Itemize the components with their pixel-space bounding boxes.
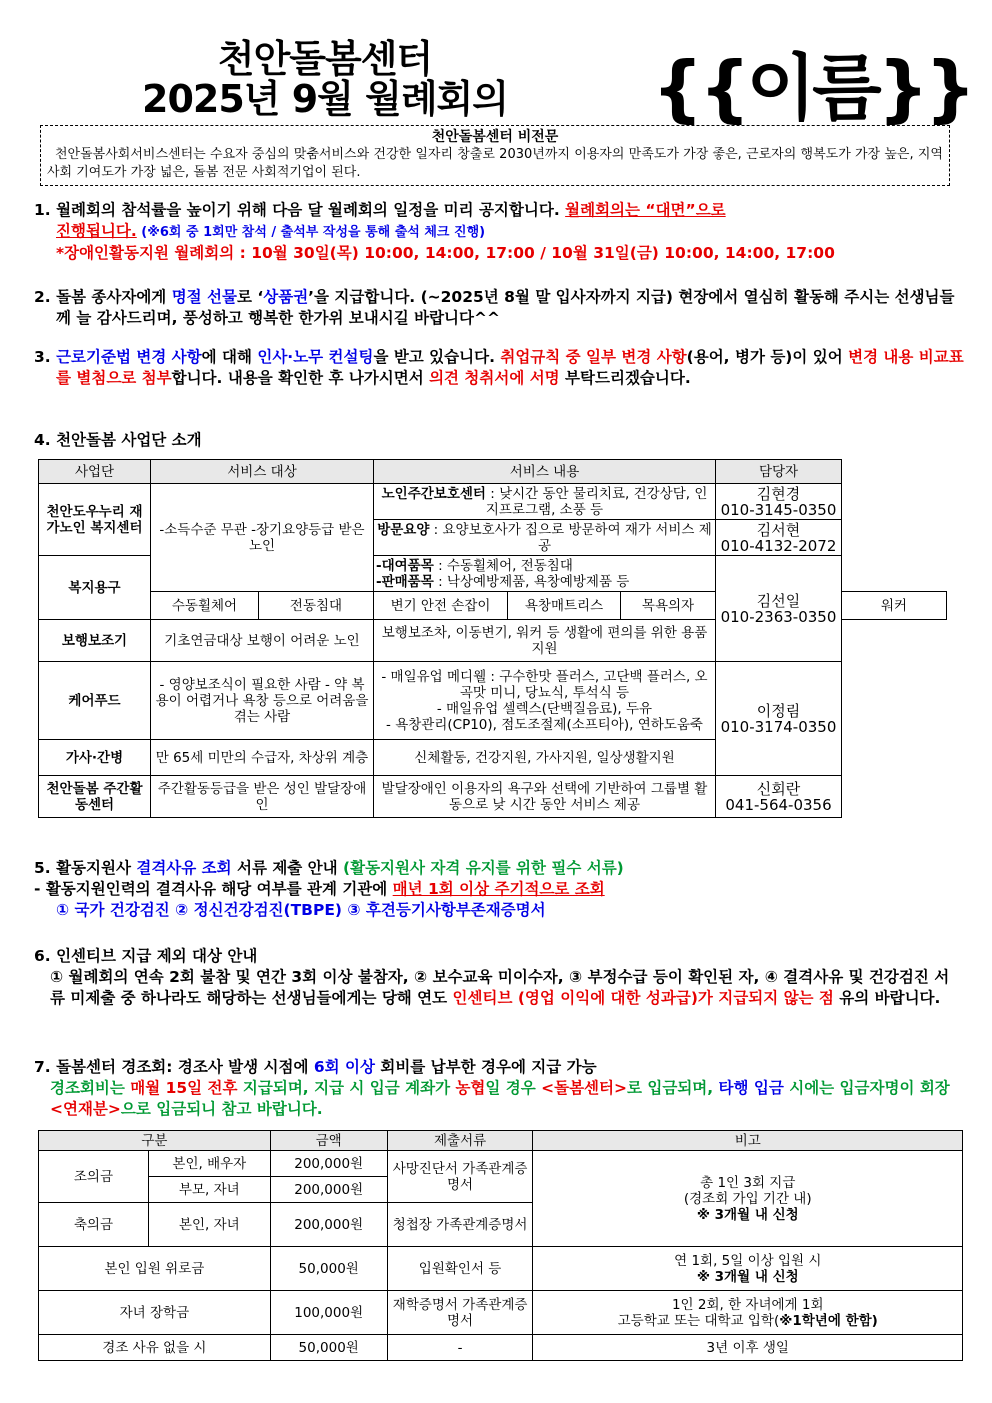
vision-title: 천안돌봄센터 비전문 (431, 129, 559, 145)
vision-text: 천안돌봄사회서비스센터는 수요자 중심의 맞춤서비스와 건강한 일자리 창출로 2030년까지 이용자의 만족도가 가장 좋은, 근로자의 행복도가 가장 높은, 지역사회 기여도가 가장 넓은, 돌봄 전문 사회적기업이 된다. (47, 147, 943, 180)
section-1: 1. 월례회의 참석률을 높이기 위해 다음 달 월례회의 일정을 미리 공지합니다. 월례회의는 “대면”으로 진행됩니다. (※6회 중 1회만 참석 / 출석부 작성을 통해 출석 체크 진행) *장애인활동지원 월례회의 : 10월 30일(목) 10:00, 14:00, 17:00 / 10월 31일(금) 10:00, 14:00, 17:00 (34, 201, 835, 262)
name-placeholder: {{이름}} (652, 46, 973, 130)
business-unit-table: 사업단 서비스 대상 서비스 내용 담당자 천안도우누리 재가노인 복지센터 -소득수준 무관 -장기요양등급 받은 노인 노인주간보호센터 : 낮시간 동안 물리치료, 건강상담, 인지프로그램, 소풍 등 김현경 010-3145-0350 방문요양 : 요양보호사가 집으로 방문하여 재가 서비스 제공 김서현 010-4132-2072 복지용구 -대여품목 : 수동휠체어, 전동침대 -판매품목 : 낙상예방제품, 욕창예방제품 등 김선일 010-2363-0350 수동휠체어 전동침대 변기 안전 손잡이 욕창매트리스 목욕의자 워커 보행보조기 기초연금대상 보행이 어려운 노인 보행보조차, 이동변기, 워커 등 생활에 편의를 위한 용품 지원 케어푸드 - 영양보조식이 필요한 사람 - 약 복용이 어렵거나 욕창 등으로 어려움을 겪는 사람 - 매일유업 메디웰 : 구수한맛 플러스, 고단백 플러스, 오곡맛 미니, 당뇨식, 투석식 등 - 매일유업 셀렉스(단백질음료), 두유 - 욕창관리(CP10), 점도조절제(소프티아), 연하도움죽 이정림 010-3174-0350 가사·간병 만 65세 미만의 수급자, 차상위 계층 신체활동, 건강지원, 가사지원, 일상생활지원 천안돌봄 주간활동센터 주간활동등급을 받은 성인 발달장애인 발달장애인 이용자의 욕구와 선택에 기반하여 그룹별 활동으로 낮 시간 동안 서비스 제공 신회란 041-564-0356 (38, 459, 947, 818)
unit-carefood: 케어푸드 (39, 662, 151, 740)
section-4-title: 4. 천안돌봄 사업단 소개 (34, 431, 202, 449)
section-7: 7. 돌봄센터 경조회: 경조사 발생 시점에 6회 이상 회비를 납부한 경우에 지급 가능 경조회비는 매월 15일 전후 지급되며, 지급 시 입금 계좌가 농협일 경우 <돌봄센터>로 입금되며, 타행 입금 시에는 입금자명이 회장 <연재분>으로 입금되니 참고 바랍니다. (34, 1058, 950, 1118)
unit-welfare-equipment: 복지용구 (39, 556, 151, 620)
condolence-table: 구분 금액 제출서류 비고 조의금 본인, 배우자 200,000원 사망진단서 가족관계증명서 총 1인 3회 지급 (경조회 가입 기간 내) ※ 3개월 내 신청 부모, 자녀 200,000원 축의금 본인, 자녀 200,000원 청첩장 가족관계증명서 본인 입원 위로금 50,000원 입원확인서 등 연 1회, 5일 이상 입원 시 ※ 3개월 내 신청 자녀 장학금 100,000원 재학증명서 가족관계증명서 1인 2회, 한 자녀에게 1회 고등학교 또는 대학교 입학(※1학년에 한함) 경조 사유 없을 시 50,000원 - 3년 이후 생일 (38, 1130, 963, 1361)
unit-walking-aid: 보행보조기 (39, 620, 151, 662)
page-title (125, 37, 525, 121)
section-2: 2. 돌봄 종사자에게 명절 선물로 ‘상품권’을 지급합니다. (~2025년 8월 말 입사자까지 지급) 현장에서 열심히 활동해 주시는 선생님들께 늘 감사드리며, 풍성하고 행복한 한가위 보내시길 바랍니다^^ (34, 288, 955, 327)
title-line1: 천안돌봄센터 (217, 37, 433, 81)
unit-day-activity: 천안돌봄 주간활동센터 (39, 776, 151, 818)
section-6: 6. 인센티브 지급 제외 대상 안내 ① 월례회의 연속 2회 불참 및 연간 3회 이상 불참자, ② 보수교육 미이수자, ③ 부정수급 등이 확인된 자, ④ 결격사유 및 건강검진 서류 미제출 중 하나라도 해당하는 선생님들에게는 당해 연도 인센티브 (영업 이익에 대한 성과급)가 지급되지 않는 점 유의 바랍니다. (34, 947, 950, 1007)
unit-housework: 가사·간병 (39, 740, 151, 776)
section-3: 3. 근로기준법 변경 사항에 대해 인사·노무 컨설팅을 받고 있습니다. 취업규칙 중 일부 변경 사항(용어, 병가 등)이 있어 변경 내용 비교표를 별첨으로 첨부합니다. 내용을 확인한 후 나가시면서 의견 청취서에 서명 부탁드리겠습니다. (34, 348, 964, 387)
title-line2: 2025년 9월 월례회의 (142, 77, 508, 121)
unit-homecare: 천안도우누리 재가노인 복지센터 (39, 484, 151, 556)
section-5: 5. 활동지원사 결격사유 조회 서류 제출 안내 (활동지원사 자격 유지를 위한 필수 서류) - 활동지원인력의 결격사유 해당 여부를 관계 기관에 매년 1회 이상 주기적으로 조회 ① 국가 건강검진 ② 정신건강검진(TBPE) ③ 후견등기사항부존재증명서 (34, 859, 624, 919)
vision-box (40, 125, 950, 186)
